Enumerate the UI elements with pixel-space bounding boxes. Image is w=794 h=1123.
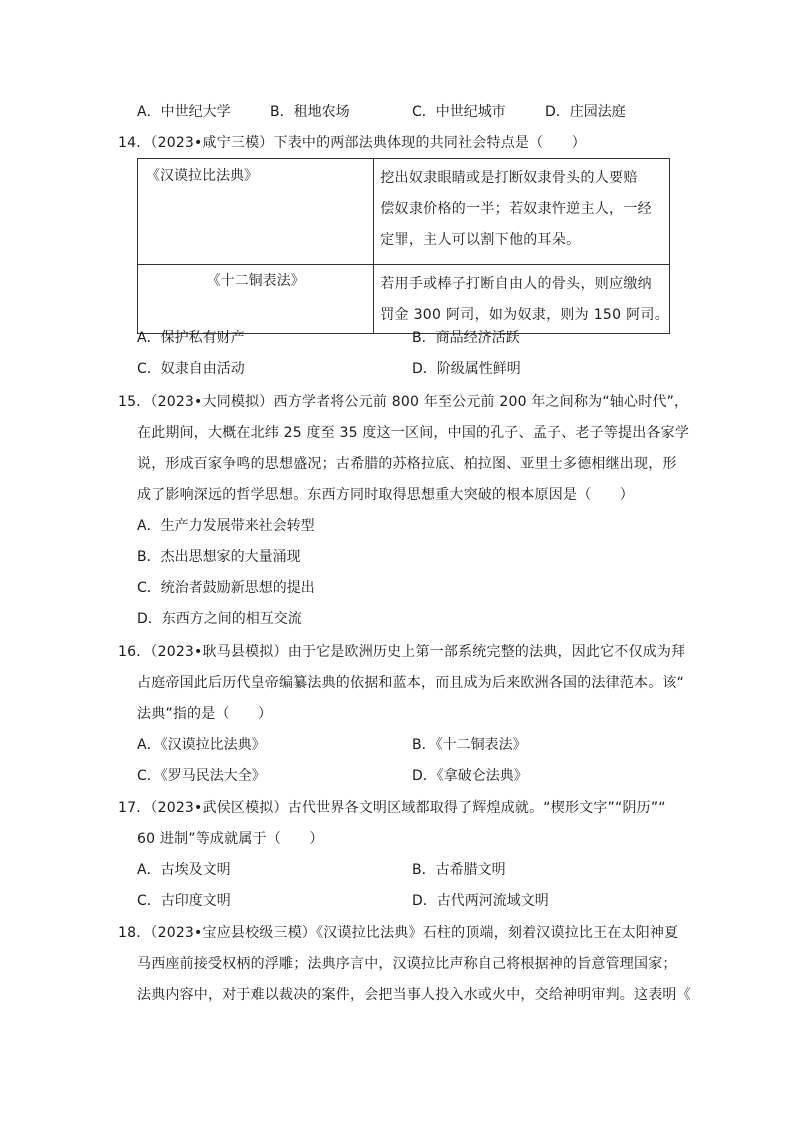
q16-option-d: D．《拿破仑法典》 [412, 768, 528, 784]
q15-stem-line-4: 成了影响深远的哲学思想。东西方同时取得思想重大突破的根本原因是（ ） [137, 487, 634, 503]
q16-option-c: C．《罗马民法大全》 [137, 768, 266, 784]
law-name-twelve-tables: 《十二铜表法》 [138, 265, 374, 334]
law-name-hammurabi: 《汉谟拉比法典》 [138, 159, 374, 265]
q17-stem-line-1: 17．（2023•武侯区模拟）古代世界各文明区域都取得了辉煌成就。“楔形文字”“阴历”“ [118, 800, 666, 816]
desc-line: 定罪，主人可以割下他的耳朵。 [380, 232, 581, 248]
q14-stem: 14．（2023•咸宁三模）下表中的两部法典体现的共同社会特点是（ ） [118, 135, 586, 151]
q16-stem-line-1: 16．（2023•耿马县模拟）由于它是欧洲历史上第一部系统完整的法典，因此它不仅成为拜 [118, 644, 686, 660]
q17-option-b: B．古希腊文明 [412, 862, 506, 878]
q16-stem-line-3: 法典”指的是（ ） [137, 706, 273, 722]
q18-stem-line-3: 法典内容中，对于难以裁决的案件，会把当事人投入水或火中，交给神明审判。这表明《 [137, 987, 691, 1003]
q14-option-c: C．奴隶自由活动 [137, 361, 245, 377]
q16-option-b: B．《十二铜表法》 [412, 737, 527, 753]
q13-option-a: A．中世纪大学 [137, 104, 231, 120]
q13-option-b: B．租地农场 [270, 104, 350, 120]
law-desc-hammurabi [374, 159, 670, 265]
q14-option-d: D．阶级属性鲜明 [412, 361, 521, 377]
q15-stem-line-2: 在此期间，大概在北纬 25 度至 35 度这一区间，中国的孔子、孟子、老子等提出各家学 [137, 425, 690, 441]
q14-law-table [137, 158, 670, 334]
q17-option-d: D．古代两河流域文明 [412, 893, 549, 909]
q15-option-b: B．杰出思想家的大量涌现 [137, 549, 301, 565]
q16-option-a: A．《汉谟拉比法典》 [137, 737, 266, 753]
table-row [138, 265, 670, 334]
q18-stem-line-1: 18．（2023•宝应县校级三模）《汉谟拉比法典》石柱的顶端，刻着汉谟拉比王在太阳神夏 [118, 925, 679, 941]
law-desc-twelve-tables [374, 265, 670, 334]
q15-stem-line-1: 15．（2023•大同模拟）西方学者将公元前 800 年至公元前 200 年之间称为“轴心时代”， [118, 394, 689, 410]
q15-option-a: A．生产力发展带来社会转型 [137, 518, 315, 534]
table-row [138, 159, 670, 265]
desc-line: 若用手或棒子打断自由人的骨头，则应缴纳 [380, 276, 652, 292]
q17-option-c: C．古印度文明 [137, 893, 231, 909]
desc-line: 罚金 300 阿司，如为奴隶，则为 150 阿司。 [380, 307, 669, 323]
q18-stem-line-2: 马西座前接受权柄的浮雕；法典序言中，汉谟拉比声称自己将根据神的旨意管理国家； [137, 956, 677, 972]
q13-option-c: C．中世纪城市 [412, 104, 506, 120]
q17-option-a: A．古埃及文明 [137, 862, 231, 878]
desc-line: 偿奴隶价格的一半；若奴隶忤逆主人，一经 [380, 201, 652, 217]
q15-stem-line-3: 说，形成百家争鸣的思想盛况；古希腊的苏格拉底、柏拉图、亚里士多德相继出现，形 [137, 456, 677, 472]
desc-line: 挖出奴隶眼睛或是打断奴隶骨头的人要赔 [380, 170, 638, 186]
q15-option-d: D．东西方之间的相互交流 [137, 611, 302, 627]
q14-option-a: A．保护私有财产 [137, 330, 245, 346]
q14-option-b: B．商品经济活跃 [412, 330, 520, 346]
q17-stem-line-2: 60 进制”等成就属于（ ） [137, 831, 324, 847]
q16-stem-line-2: 占庭帝国此后历代皇帝编纂法典的依据和蓝本，而且成为后来欧洲各国的法律范本。该“ [137, 675, 685, 691]
q15-option-c: C．统治者鼓励新思想的提出 [137, 580, 315, 596]
q13-option-d: D．庄园法庭 [545, 104, 626, 120]
